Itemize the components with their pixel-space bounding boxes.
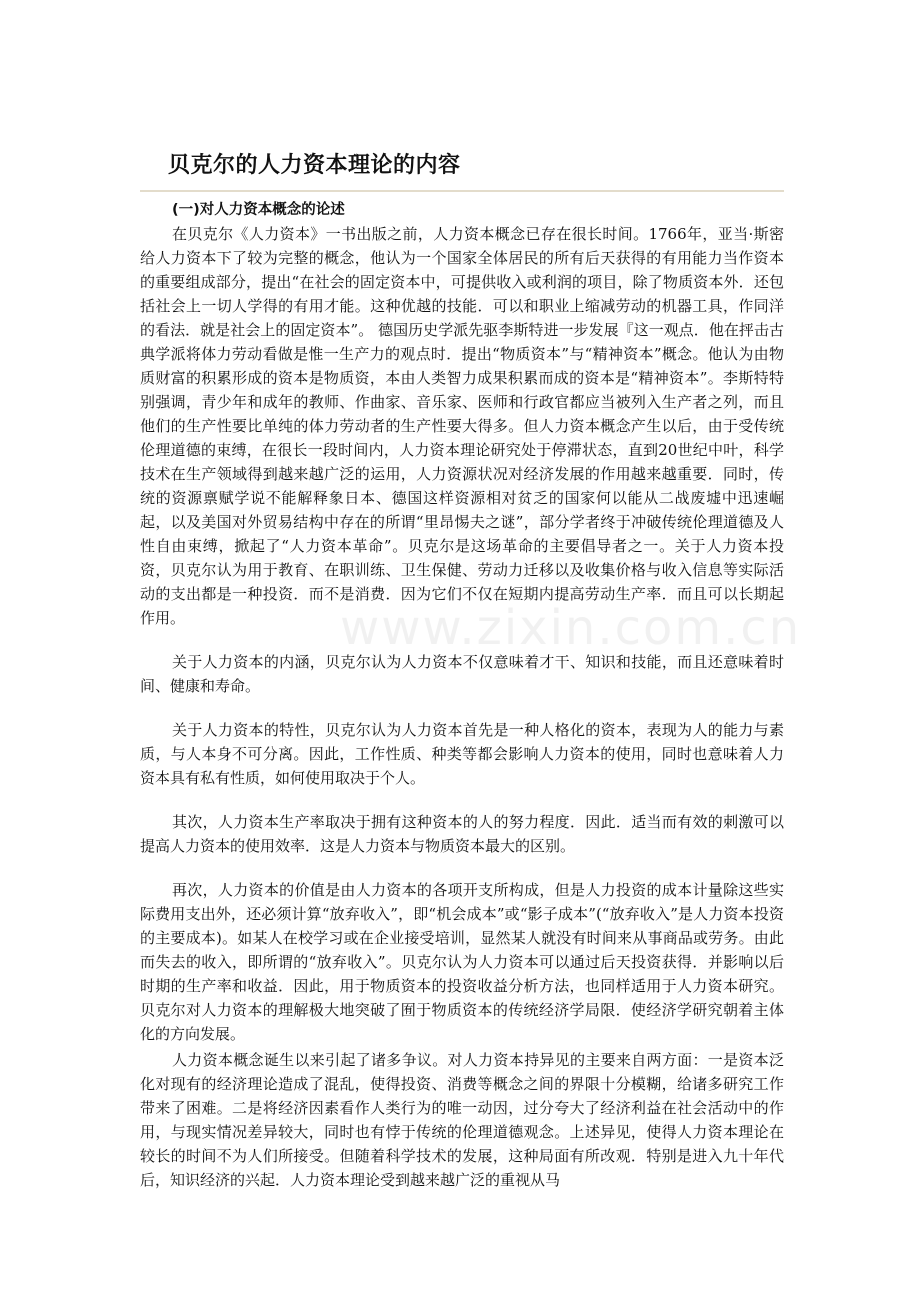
paragraph: 其次，人力资本生产率取决于拥有这种资本的人的努力程度．因此．适当而有效的刺激可以提高人力资本的使用效率．这是人力资本与物质资本最大的区别。 — [140, 813, 784, 855]
title-divider — [140, 190, 784, 192]
watermark: www.zixin.com.cn — [340, 600, 802, 656]
paragraph: 关于人力资本的特性，贝克尔认为人力资本首先是一种人格化的资本，表现为人的能力与素质，与人本身不可分离。因此，工作性质、种类等都会影响人力资本的使用，同时也意味着人力资本具有私有性质，如何使用取决于个人。 — [140, 721, 784, 787]
paragraph: 关于人力资本的内涵，贝克尔认为人力资本不仅意味着才干、知识和技能，而且还意味着时间、健康和寿命。 — [140, 653, 784, 695]
document-title: 贝克尔的人力资本理论的内容 — [168, 153, 461, 178]
paragraph: 在贝克尔《人力资本》一书出版之前，人力资本概念已存在很长时间。1766年，亚当·斯密给人力资本下了较为完整的概念，他认为一个国家全体居民的所有后天获得的有用能力当作资本的重要组成部分，提出“在社会的固定资本中，可提供收入或利润的项目，除了物质资本外．还包括社会上一切人学得的有用才能。这种优越的技能．可以和职业上缩减劳动的机器工具，作同洋的看法．就是社会上的固定资本”。 德国历史学派先驱李斯特进一步发展『这一观点．他在抨击古典学派将体力劳动看做是惟一生产力的观点时．提出“物质资本”与“精神资本”概念。他认为由物质财富的积累形成的资本是物质资，本由人类智力成果积累而成的资本是“精神资本”。李斯特特别强调，青少年和成年的教师、作曲家、音乐家、医师和行政官都应当被列入生产者之列，而且他们的生产性要比单纯的体力劳动者的生产性要大得多。但人力资本概念产生以后，由于受传统伦理道德的束缚，在很长一段时间内，人力资本理论研究处于停滞状态，直到20世纪中叶，科学技术在生产领域得到越来越广泛的运用，人力资源状况对经济发展的作用越来越重要．同时，传统的资源禀赋学说不能解释象日本、德国这样资源相对贫乏的国家何以能从二战废墟中迅速崛起，以及美国对外贸易结构中存在的所谓“里昂惕夫之谜”，部分学者终于冲破传统伦理道德及人性自由束缚，掀起了“人力资本革命”。贝克尔是这场革命的主要倡导者之一。关于人力资本投资，贝克尔认为用于教育、在职训练、卫生保健、劳动力迁移以及收集价格与收入信息等实际活动的支出都是一种投资．而不是消费．因为它们不仅在短期内提高劳动生产率．而且可以长期起作用。 — [140, 225, 784, 627]
paragraph: 人力资本概念诞生以来引起了诸多争议。对人力资本持异见的主要来自两方面：一是资本泛化对现有的经济理论造成了混乱，使得投资、消费等概念之间的界限十分模糊，给诸多研究工作带来了困难。二是将经济因素看作人类行为的唯一动因，过分夸大了经济利益在社会活动中的作用，与现实情况差异较大，同时也有悖于传统的伦理道德观念。上述异见，使得人力资本理论在较长的时间不为人们所接受。但随着科学技术的发展，这种局面有所改观．特别是进入九十年代后，知识经济的兴起．人力资本理论受到越来越广泛的重视从马 — [140, 1051, 784, 1189]
paragraph: 再次，人力资本的价值是由人力资本的各项开支所构成，但是人力投资的成本计量除这些实际费用支出外，还必须计算“放弃收入”，即“机会成本”或“影子成本”(“放弃收入”是人力资本投资的主要成本)。如某人在校学习或在企业接受培训，显然某人就没有时间来从事商品或劳务。由此而失去的收入，即所谓的“放弃收入”。贝克尔认为人力资本可以通过后天投资获得．并影响以后时期的生产率和收益．因此，用于物质资本的投资收益分析方法，也同样适用于人力资本研究。贝克尔对人力资本的理解极大地突破了囿于物质资本的传统经济学局限．使经济学研究朝着主体化的方向发展。 — [140, 881, 784, 1043]
section-heading: (一)对人力资本概念的论述 — [172, 202, 345, 218]
document-body — [140, 198, 784, 1192]
